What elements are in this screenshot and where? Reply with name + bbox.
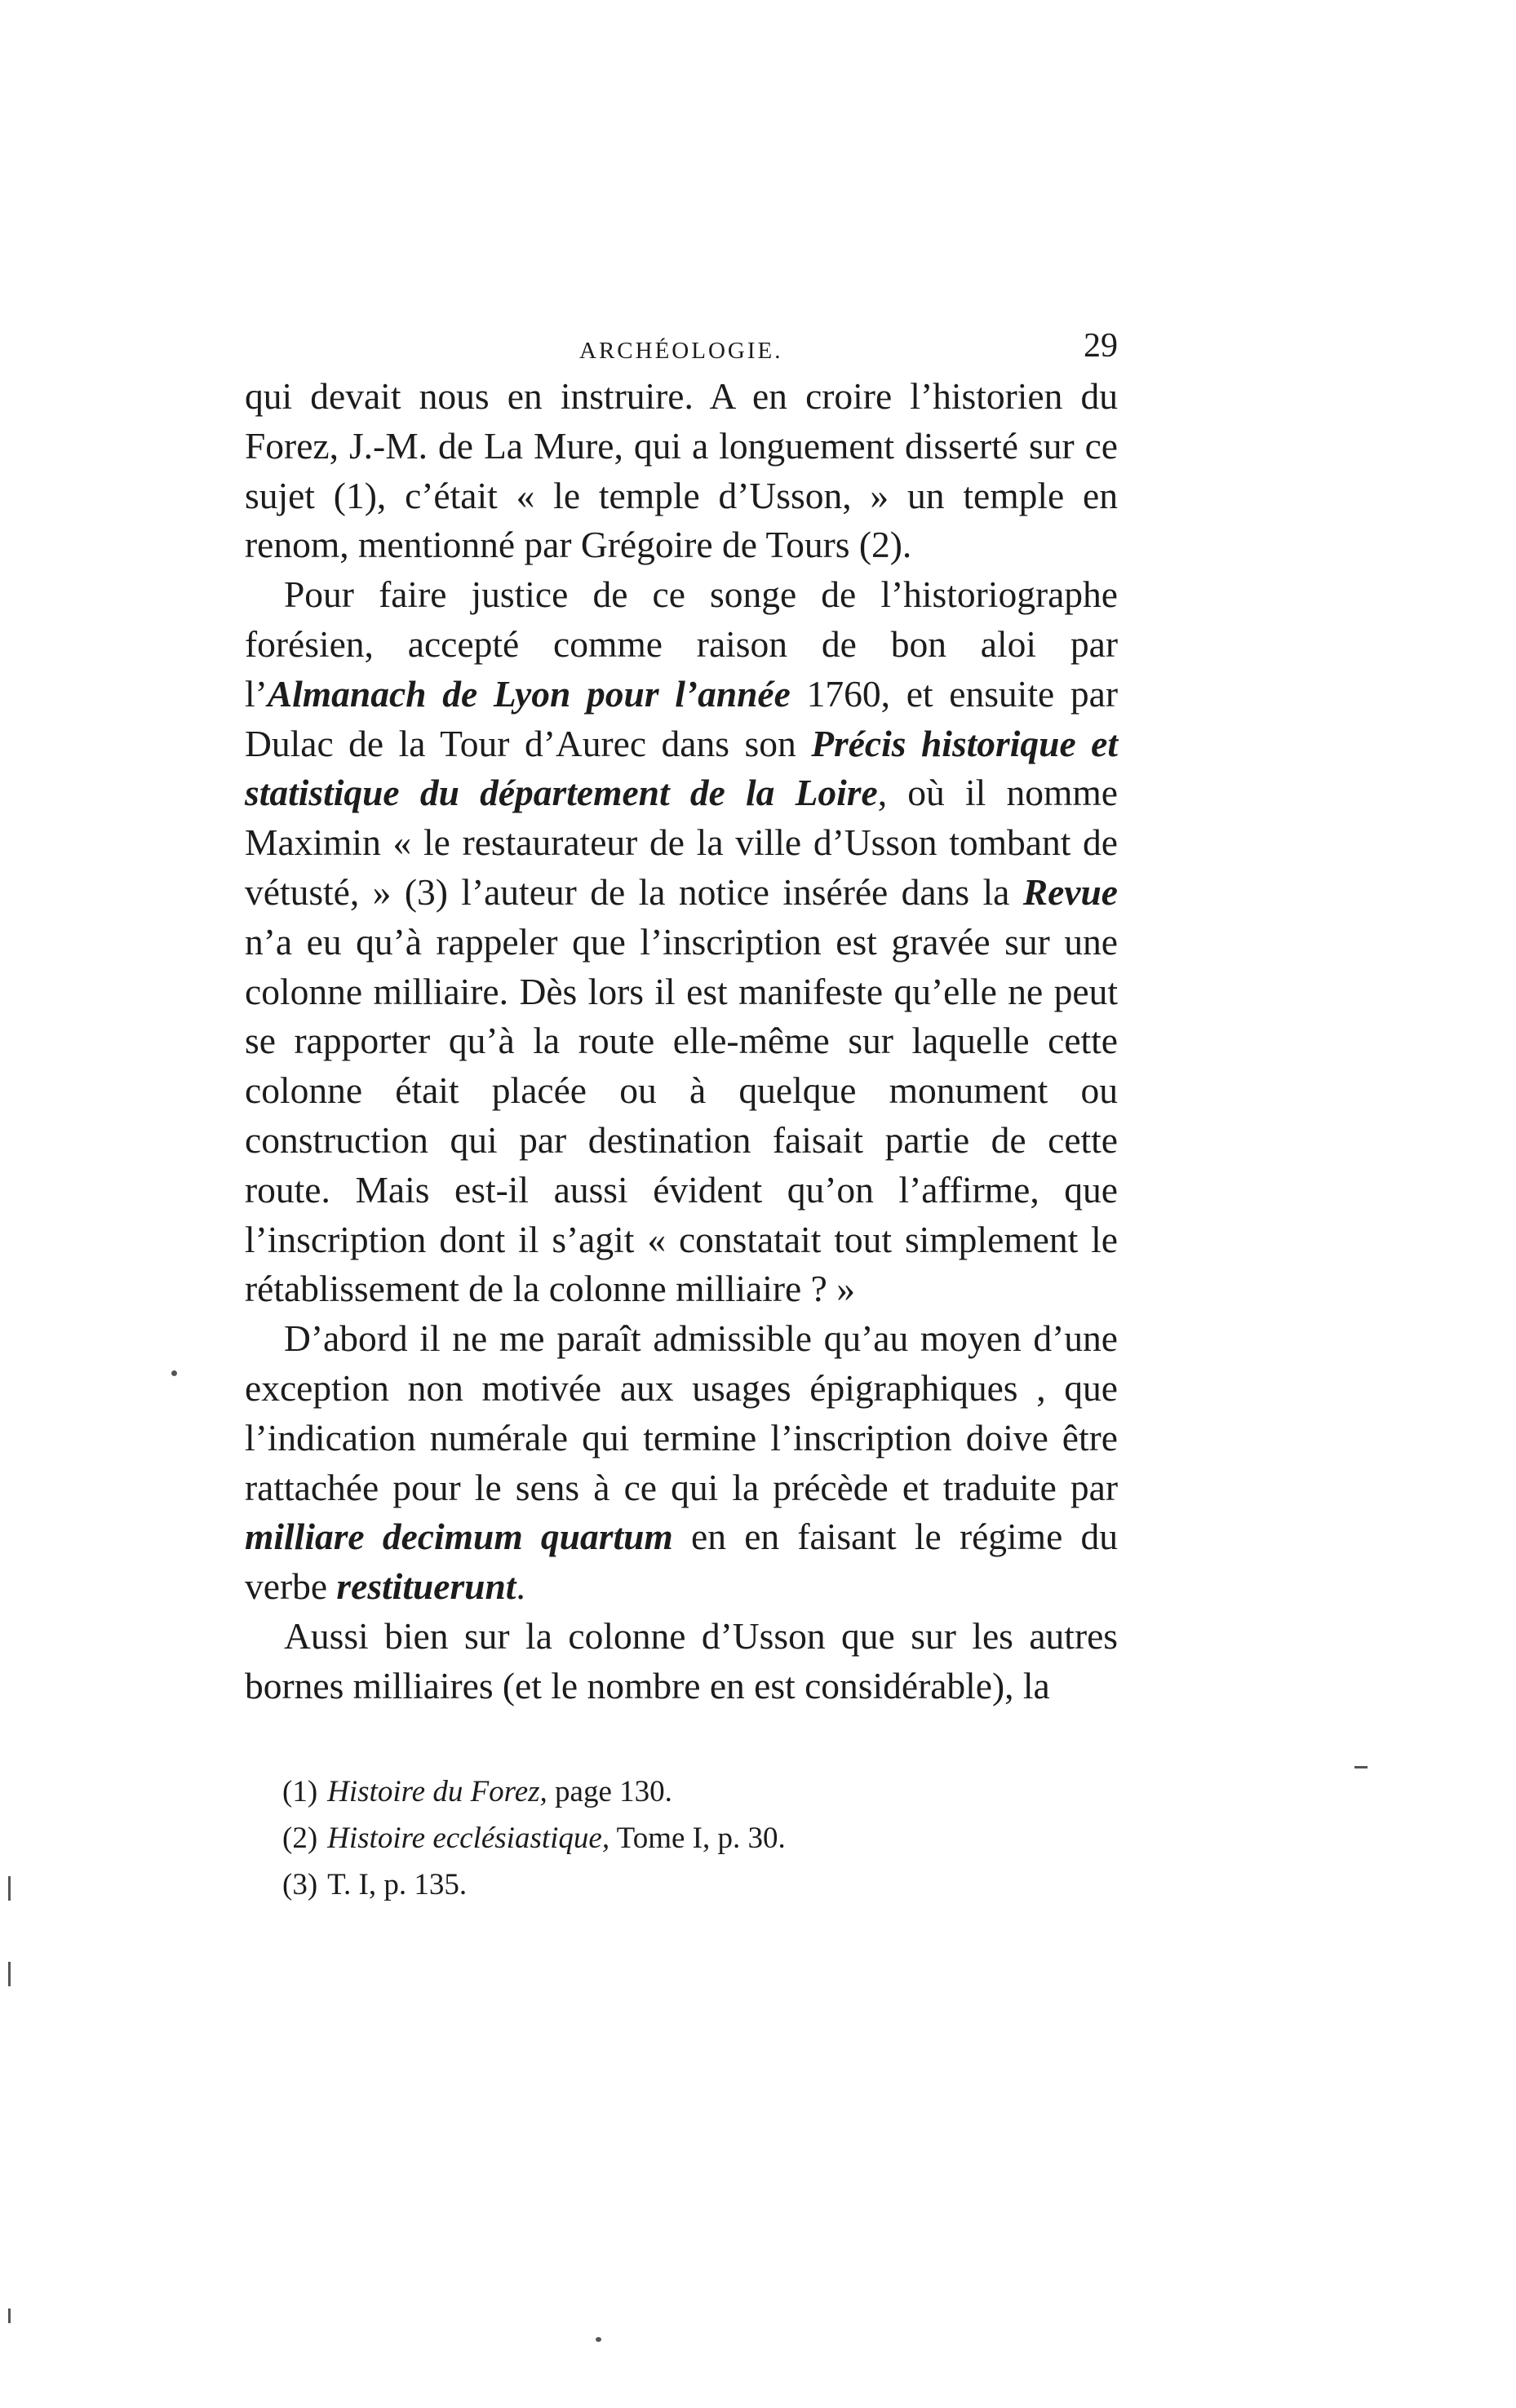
paragraph-3-text-2: en en faisant le régime du verbe: [245, 1516, 1119, 1608]
paragraph-3-text-1: D’abord il ne me paraît admissible qu’au moyen d’une exception non motivée aux usages épigraphiques , que l’indication numérale qui termine l’inscription doive être rattachée pour le sens à ce qui la précède et traduite par: [245, 1317, 1118, 1508]
scan-mark: [171, 1370, 177, 1376]
footnote-1: [282, 1768, 1017, 1815]
scan-mark: [596, 2337, 601, 2342]
footnote-ref: (2): [282, 1821, 318, 1855]
paragraph-3-text-3: .: [516, 1565, 525, 1608]
precis-title: Précis historique et statistique du département de la Loire: [245, 722, 1119, 814]
footnote-ref: (1): [282, 1775, 318, 1808]
scan-mark: [8, 2308, 11, 2323]
paragraph-2: [245, 570, 1118, 1314]
footnote-2: [282, 1815, 1017, 1861]
footnote-title: Histoire ecclésiastique,: [327, 1821, 610, 1855]
footnote-ref: (3): [282, 1868, 318, 1901]
footnote-title: Histoire du Forez,: [327, 1775, 547, 1808]
footnote-3: [282, 1861, 1017, 1908]
scan-mark: [1354, 1766, 1368, 1768]
footnotes: [282, 1768, 1017, 1908]
scan-mark: [8, 1876, 11, 1901]
running-title: ARCHÉOLOGIE.: [579, 338, 783, 364]
paragraph-3: [245, 1314, 1118, 1612]
body-text: [245, 372, 1118, 1711]
running-head: [245, 326, 1118, 375]
scan-mark: [8, 1962, 11, 1986]
latin-phrase: milliare decimum quartum: [245, 1516, 673, 1558]
paragraph-2-text-3: , où il nomme Maximin « le restaurateur de la ville d’Usson tombant de vétusté, » (3) l’auteur de la notice insérée dans la: [245, 772, 1118, 913]
paragraph-2-text-1: Pour faire justice de ce songe de l’historiographe forésien, accepté comme raison de bon aloi par l’: [245, 573, 1118, 715]
revue-title: Revue: [1022, 870, 1118, 913]
footnote-rest: T. I, p. 135.: [327, 1868, 468, 1901]
footnote-rest: Tome I, p. 30.: [610, 1821, 786, 1855]
latin-verb: restituerunt: [336, 1565, 516, 1608]
almanach-title: Almanach de Lyon pour l’année: [267, 672, 791, 715]
paragraph-4: Aussi bien sur la colonne d’Usson que sur les autres bornes milliaires (et le nombre en est considérable), la: [245, 1614, 1118, 1706]
paragraph-2-text-2: 1760, et ensuite par Dulac de la Tour d’Aurec dans son: [245, 672, 1118, 764]
paragraph-1: qui devait nous en instruire. A en croire l’historien du Forez, J.-M. de La Mure, qui a longuement disserté sur ce sujet (1), c’était « le temple d’Usson, » un temple en renom, mentionné par Grégoire de Tours (2).: [245, 375, 1118, 566]
page-number: 29: [1084, 327, 1118, 365]
paragraph-2-text-4: n’a eu qu’à rappeler que l’inscription est gravée sur une colonne milliaire. Dès lors il est manifeste qu’elle ne peut se rapporter qu’à la route elle-même sur laquelle cette colonne était placée ou à quelque monument ou construction qui par destination faisait partie de cette route. Mais est-il aussi évident qu’on l’affirme, que l’inscription dont il s’agit « constatait tout simplement le rétablissement de la colonne milliaire ? »: [245, 920, 1118, 1310]
footnote-rest: page 130.: [547, 1775, 672, 1808]
